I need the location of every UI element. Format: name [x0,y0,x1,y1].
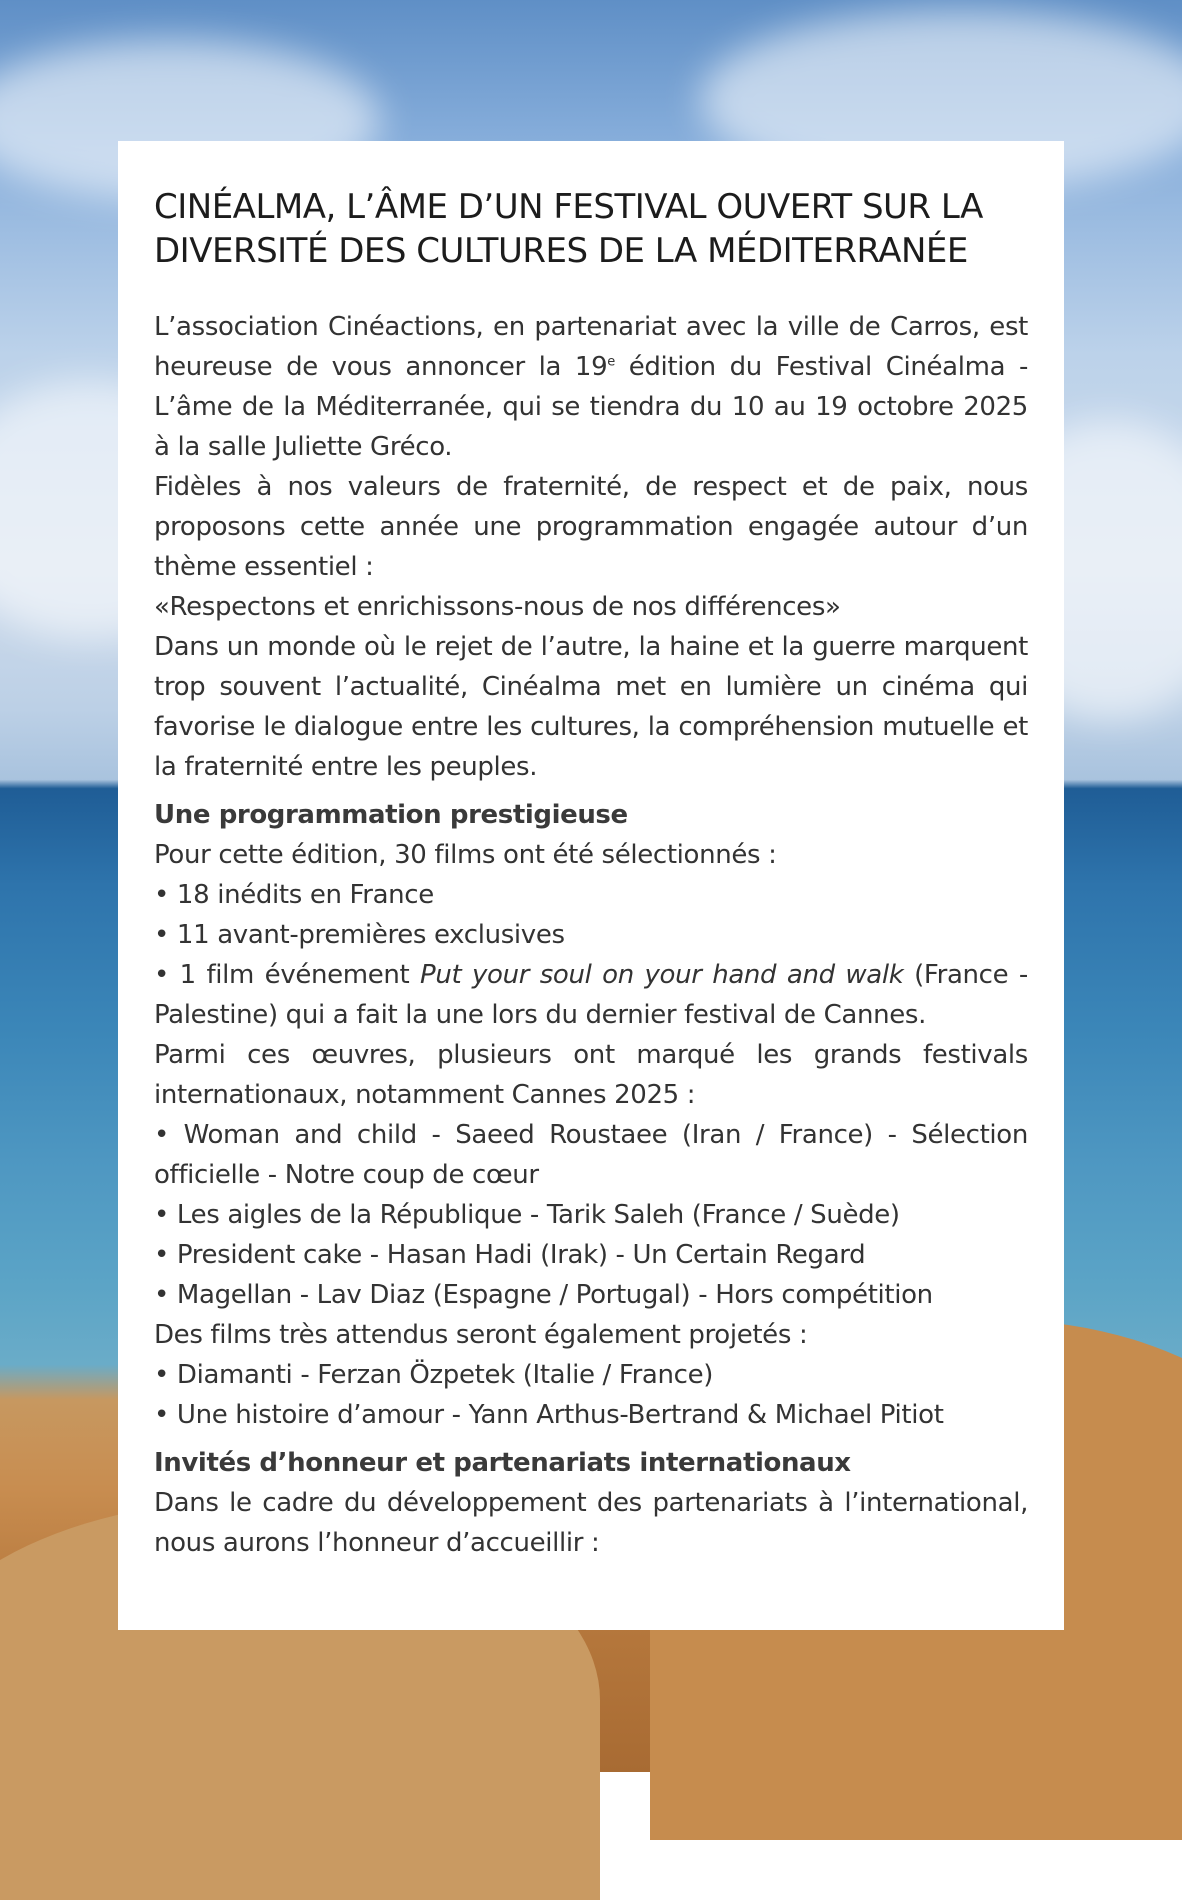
context-paragraph: Dans un monde où le rejet de l’autre, la haine et la guerre marquent trop souvent l’actualité, Cinéalma met en lumière un cinéma qui favorise le dialogue entre les cultures, la compréhension mutuelle et la fraternité entre les peuples. [154,632,1028,782]
awaited-lead: Des films très attendus seront également projetés : [154,1320,808,1350]
intro-text-start: L’association Cinéactions, en partenariat avec la ville de Carros, est heureuse de vous annoncer la 19 [154,312,1028,382]
event-film-title: Put your soul on your hand and walk [420,960,904,990]
event-film-suffix: (France - Palestine) qui a fait la une lors du dernier festival de Cannes. [154,960,1028,1030]
values-paragraph: Fidèles à nos valeurs de fraternité, de respect et de paix, nous proposons cette année une programmation engagée autour d’un thème essentiel : [154,472,1028,582]
list-item: • Diamanti - Ferzan Özpetek (Italie / France) [154,1360,714,1390]
cannes-lead: Parmi ces œuvres, plusieurs ont marqué les grands festivals internationaux, notamment Cannes 2025 : [154,1040,1028,1110]
invites-paragraph: Dans le cadre du développement des partenariats à l’international, nous aurons l’honneur d’accueillir : [154,1488,1028,1558]
list-item: • President cake - Hasan Hadi (Irak) - Un Certain Regard [154,1240,866,1270]
page-title: CINÉALMA, L’ÂME D’UN FESTIVAL OUVERT SUR LA DIVERSITÉ DES CULTURES DE LA MÉDITERRANÉE [154,187,983,271]
article-card [118,141,1064,1630]
list-item: • 11 avant-premières exclusives [154,920,565,950]
edition-superscript: e [607,354,615,370]
event-film-prefix: • 1 film événement [154,960,421,990]
list-item: • Une histoire d’amour - Yann Arthus-Bertrand & Michael Pitiot [154,1400,944,1430]
programmation-heading: Une programmation prestigieuse [154,800,628,830]
list-item: • Les aigles de la République - Tarik Saleh (France / Suède) [154,1200,900,1230]
intro-text-end: édition du Festival Cinéalma - L’âme de la Méditerranée, qui se tiendra du 10 au 19 octobre 2025 à la salle Juliette Gréco. [154,352,1028,462]
list-item: • Woman and child - Saeed Roustaee (Iran / France) - Sélection officielle - Notre coup de cœur [154,1120,1028,1190]
list-item: • 18 inédits en France [154,880,434,910]
programmation-lead: Pour cette édition, 30 films ont été sélectionnés : [154,840,777,870]
invites-heading: Invités d’honneur et partenariats internationaux [154,1448,851,1478]
list-item-event-film [154,955,1028,1035]
intro-paragraph [154,307,1028,467]
list-item: • Magellan - Lav Diaz (Espagne / Portugal) - Hors compétition [154,1280,933,1310]
theme-quote: «Respectons et enrichissons-nous de nos différences» [154,592,841,622]
